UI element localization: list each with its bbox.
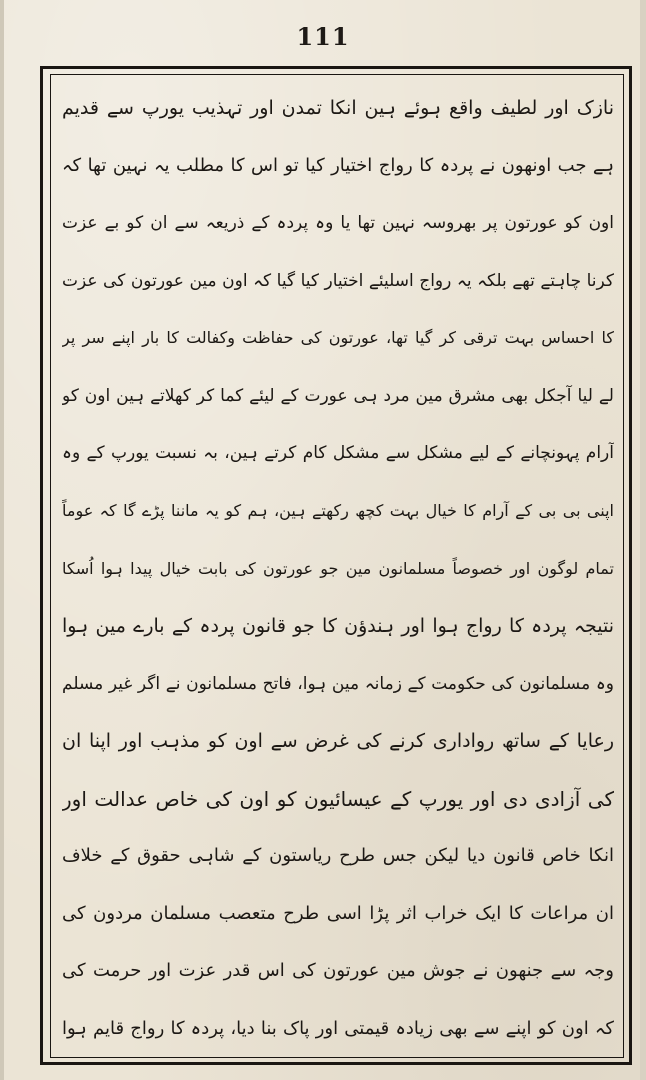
text-line: ہے جب اونھون نے پردہ کا رواج اختیار کیا تو اس کا مطلب یہ نہین تھا کہ: [62, 154, 614, 176]
text-line: اون کو عورتون پر بھروسہ نہین تھا یا وہ پردہ کے ذریعہ سے ان کو بے عزت: [62, 213, 614, 234]
text-line: کا احساس بہت ترقی کر گیا تھا، عورتون کی حفاظت وکفالت کا بار اپنے سر پر: [62, 328, 614, 348]
text-line: نتیجہ پردہ کا رواج ہوا اور ہندؤن کا جو قانون پردہ کے بارے مین ہوا: [62, 615, 614, 638]
text-line: کرنا چاہتے تھے بلکہ یہ رواج اسلیئے اختیار کیا گیا کہ اون مین عورتون کی عزت: [62, 270, 614, 291]
body-text-block: [58, 80, 618, 1055]
text-line: رعایا کے ساتھ رواداری کرنے کی غرض سے اون کو مذہب اور اپنا ان: [62, 730, 614, 753]
text-line: ان مراعات کا ایک خراب اثر پڑا اسی طرح متعصب مسلمان مردون کی: [62, 902, 614, 924]
text-line: وہ مسلمانون کی حکومت کے زمانہ مین ہوا، فاتح مسلمانون نے اگر غیر مسلم: [62, 673, 614, 694]
text-line: کہ اون کو اپنے سے بھی زیادہ قیمتی اور پاک بنا دیا، پردہ کا رواج قایم ہوا: [62, 1018, 614, 1039]
text-line: تمام لوگون اور خصوصاً مسلمانون مین جو عورتون کی بابت خیال پیدا ہوا اُسکا: [62, 558, 614, 578]
text-line: انکا خاص قانون دیا لیکن جس طرح ریاستون کے شاہی حقوق کے خلاف: [62, 845, 614, 867]
text-line: نازک اور لطیف واقع ہوئے ہین انکا تمدن اور تہذیب یورپ سے قدیم: [62, 97, 614, 119]
text-line: وجہ سے جنھون نے جوش مین عورتون کی اس قدر عزت اور حرمت کی: [62, 960, 614, 982]
text-line: لے لیا آجکل بھی مشرق مین مرد ہی عورت کے لیئے کما کر کھلاتے ہین اون کو: [62, 385, 614, 406]
page-left-edge: [0, 0, 4, 1080]
text-line: کی آزادی دی اور یورپ کے عیسائیون کو اون کی خاص عدالت اور: [62, 786, 614, 811]
text-line: آرام پہونچانے کے لیے مشکل سے مشکل کام کرتے ہین، بہ نسبت یورپ کے وہ: [62, 443, 614, 464]
page-right-edge: [640, 0, 646, 1080]
text-line: اپنی بی بی کے آرام کا خیال بہت کچھ رکھتے ہین، ہم کو یہ ماننا پڑے گا کہ عوماً: [62, 500, 614, 520]
page-number: 111: [296, 22, 350, 51]
